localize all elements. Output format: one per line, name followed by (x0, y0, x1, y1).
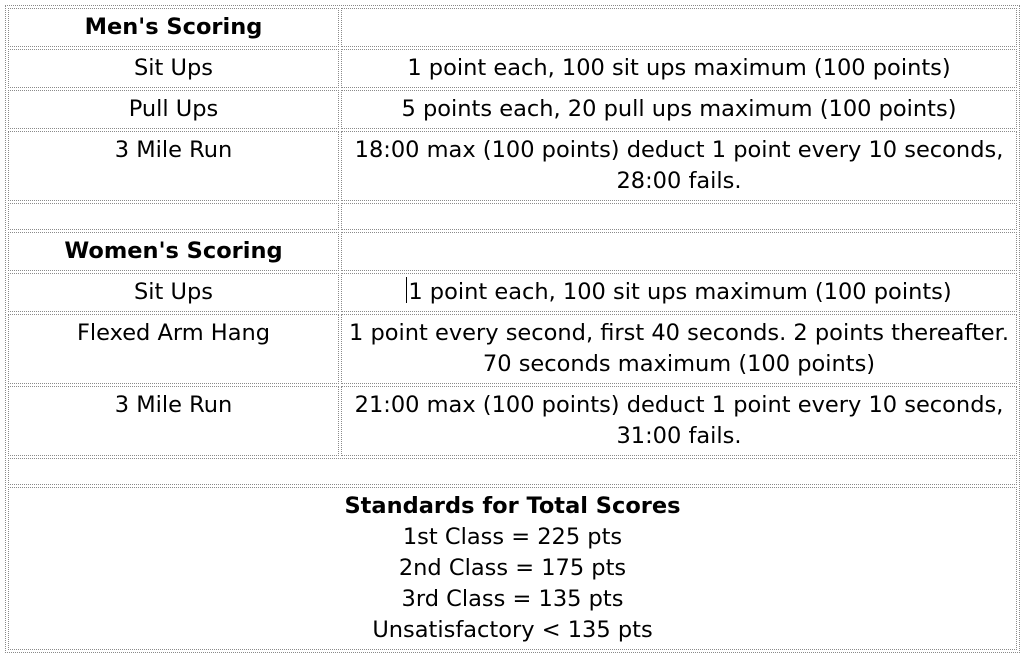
event-name: Flexed Arm Hang (8, 314, 339, 384)
event-rule: 1 point every second, first 40 seconds. 2 points thereafter. 70 seconds maximum (100 points) (341, 314, 1017, 384)
table-row (8, 8, 1017, 47)
event-rule: 1 point each, 100 sit ups maximum (100 points) (408, 279, 952, 305)
table-row (8, 487, 1017, 650)
womens-scoring-heading: Women's Scoring (8, 232, 339, 271)
totals-line: 2nd Class = 175 pts (398, 555, 627, 581)
spacer-row (8, 458, 1017, 485)
totals-line: Unsatisfactory < 135 pts (372, 617, 653, 643)
table-row (8, 131, 1017, 201)
event-name: 3 Mile Run (8, 131, 339, 201)
event-name: Sit Ups (8, 49, 339, 88)
empty-cell (341, 8, 1017, 47)
table-row (8, 314, 1017, 384)
table-row (8, 49, 1017, 88)
empty-cell (8, 203, 339, 230)
table-row (8, 90, 1017, 129)
spacer-row (8, 203, 1017, 230)
mens-scoring-heading: Men's Scoring (8, 8, 339, 47)
event-rule: 5 points each, 20 pull ups maximum (100 points) (341, 90, 1017, 129)
empty-cell (341, 203, 1017, 230)
event-rule: 1 point each, 100 sit ups maximum (100 points) (341, 49, 1017, 88)
total-score-standards (8, 487, 1017, 650)
empty-cell (8, 458, 1017, 485)
event-name: Sit Ups (8, 273, 339, 312)
document-page (5, 5, 1018, 653)
event-rule-cell[interactable] (341, 273, 1017, 312)
event-rule: 18:00 max (100 points) deduct 1 point every 10 seconds, 28:00 fails. (341, 131, 1017, 201)
event-rule: 21:00 max (100 points) deduct 1 point every 10 seconds, 31:00 fails. (341, 386, 1017, 456)
table-row (8, 232, 1017, 271)
totals-heading: Standards for Total Scores (344, 493, 681, 519)
scoring-table (5, 5, 1020, 653)
empty-cell (341, 232, 1017, 271)
table-row (8, 386, 1017, 456)
totals-line: 1st Class = 225 pts (402, 524, 623, 550)
table-row (8, 273, 1017, 312)
event-name: 3 Mile Run (8, 386, 339, 456)
totals-line: 3rd Class = 135 pts (401, 586, 624, 612)
event-name: Pull Ups (8, 90, 339, 129)
